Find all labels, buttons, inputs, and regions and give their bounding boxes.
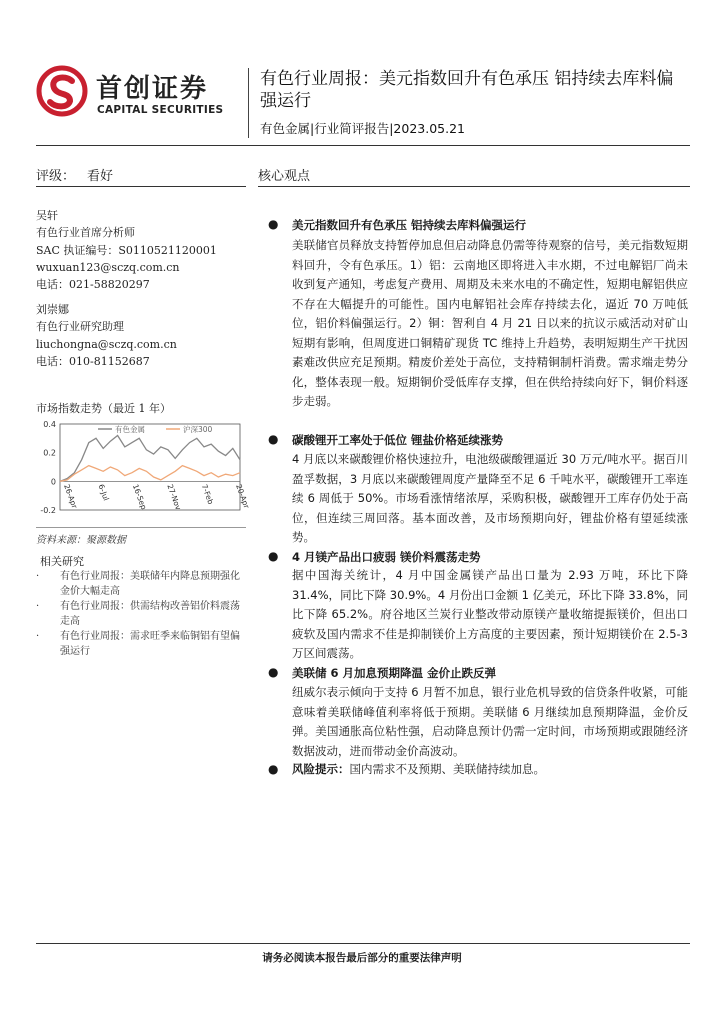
- report-title: 有色行业周报：美元指数回升有色承压 铝持续去库料偏强运行: [260, 69, 674, 111]
- chart-source-rule: [36, 527, 246, 528]
- chart-title: 市场指数走势（最近 1 年）: [36, 402, 171, 415]
- analyst-1: [36, 207, 217, 293]
- rating: [36, 165, 113, 184]
- related-item-text: 有色行业周报：需求旺季来临铜铝有望偏强运行: [60, 631, 240, 657]
- market-index-chart: [36, 414, 252, 524]
- analyst-phone: 电话：021-58820297: [36, 278, 150, 292]
- analyst-2: [36, 301, 177, 370]
- risk-note: [292, 760, 688, 780]
- section-heading: 4 月镁产品出口疲弱 镁价料震荡走势: [292, 550, 481, 564]
- left-column-rule: [36, 186, 246, 187]
- analyst-role: 有色行业研究助理: [36, 320, 124, 334]
- related-item[interactable]: [36, 570, 246, 600]
- section-heading: 美联储 6 月加息预期降温 金价止跌反弹: [292, 666, 497, 680]
- company-name-cn: 首创证券: [96, 74, 209, 104]
- rating-value: 看好: [87, 169, 114, 184]
- bullet-dot: ·: [36, 601, 40, 612]
- chart-series-line: [60, 466, 240, 482]
- chart-legend-label: 有色金属: [115, 425, 145, 434]
- section-heading: 碳酸锂开工率处于低位 锂盐价格延续涨势: [292, 433, 504, 447]
- chart-legend-label: 沪深300: [183, 425, 213, 434]
- section-body: 纽威尔表示倾向于支持 6 月暂不加息，银行业危机导致的信贷条件收紧，可能意味着美联储峰值利率将低于预期。美联储 6 月继续加息预期降温，金价反弹。美国通胀高位粘性强，启动降息预计仍需一定时间，市场预期或跟随经济数据波动，进而带动金价高波动。: [292, 685, 688, 758]
- risk-label: 风险提示：: [292, 762, 350, 776]
- footer-rule: [36, 943, 690, 944]
- related-item[interactable]: [36, 630, 246, 660]
- related-item-text: 有色行业周报：供需结构改善铝价料震荡走高: [60, 601, 240, 627]
- bullet-icon: ●: [268, 432, 279, 446]
- bullet-dot: ·: [36, 631, 40, 642]
- chart-x-tick-label: 16-Sep: [130, 482, 149, 511]
- related-research-title: 相关研究: [40, 555, 84, 568]
- company-name-en: CAPITAL SECURITIES: [97, 104, 224, 116]
- company-logo-icon: [36, 66, 88, 116]
- right-column-rule: [258, 186, 690, 187]
- rating-label: 评级：: [36, 169, 76, 184]
- bullet-dot: ·: [36, 571, 40, 582]
- legal-notice[interactable]: 请务必阅读本报告最后部分的重要法律声明: [262, 952, 462, 964]
- section-body: 据中国海关统计，4 月中国金属镁产品出口量为 2.93 万吨，环比下降 31.4%，同比下降 30.9%。4 月份出口金额 1 亿美元，环比下降 33.8%，同比下降 65.2%。府谷地区兰炭行业整改带动原镁产量收缩提振镁价，但出口疲软及国内需求不佳是抑制镁价上方高度的主要因素，预计短期镁价在 2.5-3 万区间震荡。: [292, 568, 688, 660]
- report-subtitle: 有色金属|行业简评报告|2023.05.21: [260, 121, 465, 136]
- analyst-email[interactable]: liuchongna@sczq.com.cn: [36, 337, 177, 351]
- chart-x-tick-label: 27-Nov: [165, 482, 183, 512]
- section-body: 美联储官员释放支持暂停加息但启动降息仍需等待观察的信号，美元指数短期料回升，令有色承压。1）铝：云南地区即将进入丰水期，不过电解铝厂尚未收到复产通知，考虑复产费用、周期及未来水电的不确定性，短期电解铝供应不存在大幅提升的可能性。国内电解铝社会库存持续去化，逼近 70 万吨低位，铝价料偏强运行。2）铜：智利自 4 月 21 日以来的抗议示威活动对矿山短期有影响，但周度进口铜精矿现货 TC 维持上升趋势，表明短期生产干扰因素难改供应充足预期。精废价差处于高位，支持精铜制杆消费。需求端走势分化，整体表现一般。短期铜价受低库存支撑，但在供给持续向好下，铜价料逐步走弱。: [292, 238, 688, 408]
- section-heading: 美元指数回升有色承压 铝持续去库料偏强运行: [292, 218, 527, 232]
- analyst-role: 有色行业首席分析师: [36, 226, 135, 240]
- analyst-email[interactable]: wuxuan123@sczq.com.cn: [36, 260, 180, 274]
- chart-source: 资料来源：聚源数据: [36, 535, 126, 546]
- core-view-title: 核心观点: [258, 169, 311, 184]
- chart-y-tick-label: -0.2: [40, 506, 56, 515]
- section-body: 4 月底以来碳酸锂价格快速拉升，电池级碳酸锂逼近 30 万元/吨水平。据百川盈孚数据，3 月底以来碳酸锂周度产量降至不足 6 千吨水平，碳酸锂开工率连续 6 周低于 50%。市场看涨情绪浓厚，采购积极，碳酸锂开工库存仍处于高位，但连续三周回落。基本面改善，及市场预期向好，锂盐价格有望延续涨势。: [292, 452, 688, 544]
- bullet-icon: ●: [268, 549, 279, 563]
- header-divider: [248, 68, 249, 138]
- chart-x-tick-label: 7-Feb: [199, 482, 216, 506]
- analyst-cert: SAC 执证编号：S0110521120001: [36, 243, 217, 257]
- analyst-name: 刘崇娜: [36, 303, 69, 316]
- analyst-name: 吴轩: [36, 209, 58, 222]
- header-rule: [36, 145, 690, 146]
- bullet-icon: ●: [268, 665, 279, 679]
- chart-x-tick-label: 26-Apr: [62, 482, 80, 510]
- chart-y-tick-label: 0.2: [43, 448, 56, 458]
- analyst-phone: 电话：010-81152687: [36, 354, 150, 368]
- related-item[interactable]: [36, 600, 246, 630]
- chart-y-tick-label: 0: [50, 477, 56, 487]
- risk-text: 国内需求不及预期、美联储持续加息。: [349, 762, 545, 776]
- chart-x-tick-label: 20-Apr: [234, 482, 252, 510]
- bullet-icon: ●: [268, 762, 279, 776]
- bullet-icon: ●: [268, 217, 279, 231]
- chart-y-tick-label: 0.4: [43, 420, 56, 429]
- chart-x-tick-label: 6-Jul: [96, 482, 111, 502]
- related-item-text: 有色行业周报：美联储年内降息预期强化金价大幅走高: [60, 571, 240, 597]
